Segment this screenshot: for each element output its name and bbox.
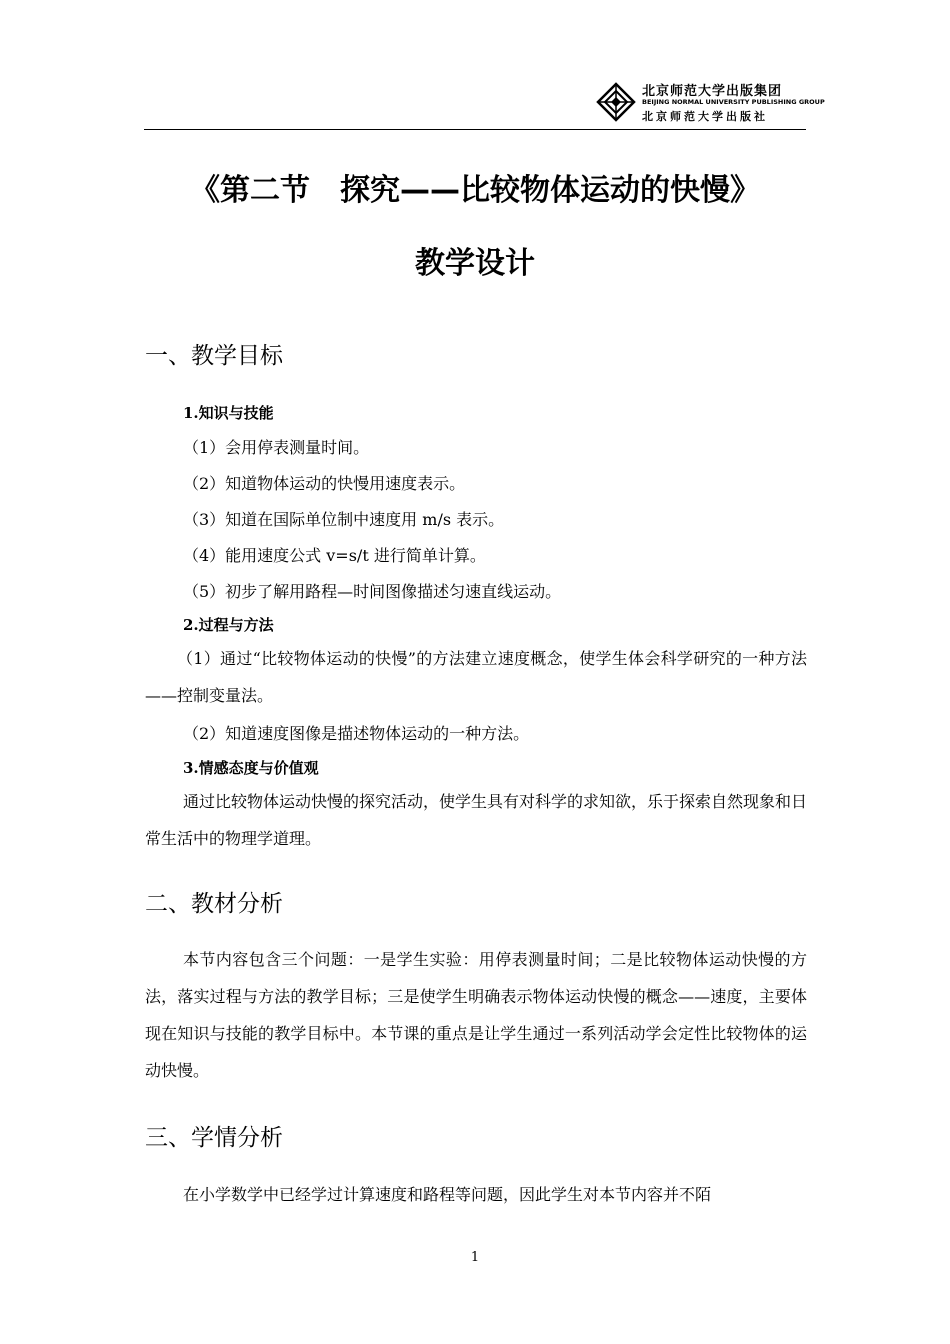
list-item: （5）初步了解用路程—时间图像描述匀速直线运动。 (183, 582, 562, 601)
list-item: （2）知道物体运动的快慢用速度表示。 (183, 474, 466, 493)
paragraph-student-analysis: 在小学数学中已经学过计算速度和路程等问题，因此学生对本节内容并不陌 (183, 1185, 712, 1204)
subheading-process-methods: 2.过程与方法 (183, 616, 274, 634)
paragraph-process-item-1: （1）通过“比较物体运动的快慢”的方法建立速度概念，使学生体会科学研究的一种方法——控制变量法。 (145, 649, 807, 705)
publisher-emblem-icon (596, 82, 636, 122)
paragraph-textbook-analysis: 本节内容包含三个问题：一是学生实验：用停表测量时间；二是比较物体运动快慢的方法，落实过程与方法的教学目标；三是使学生明确表示物体运动快慢的概念——速度，主要体现在知识与技能的教学目标中。本节课的重点是让学生通过一系列活动学会定性比较物体的运动快慢。 (145, 950, 807, 1080)
document-title: 《第二节 探究——比较物体运动的快慢》 (190, 173, 760, 208)
paragraph-attitudes: 通过比较物体运动快慢的探究活动，使学生具有对科学的求知欲，乐于探索自然现象和日常生活中的物理学道理。 (145, 792, 808, 848)
list-item: （2）知道速度图像是描述物体运动的一种方法。 (183, 724, 530, 743)
header-divider (144, 129, 806, 130)
subheading-attitudes-values: 3.情感态度与价值观 (183, 759, 319, 777)
list-item: （4）能用速度公式 v=s/t 进行简单计算。 (183, 546, 486, 565)
publisher-logo (596, 80, 825, 124)
list-item: （1）会用停表测量时间。 (183, 438, 370, 457)
publisher-name-cn-secondary: 北京师范大学出版社 (642, 110, 768, 123)
section-heading-student-analysis: 三、学情分析 (145, 1125, 283, 1151)
publisher-name-cn: 北京师范大学出版集团 (642, 84, 783, 99)
subheading-knowledge-skills: 1.知识与技能 (183, 404, 274, 422)
list-item: （3）知道在国际单位制中速度用 m/s 表示。 (183, 510, 505, 529)
section-heading-textbook-analysis: 二、教材分析 (145, 891, 283, 917)
page-number: 1 (470, 1250, 480, 1265)
publisher-name-en: BEIJING NORMAL UNIVERSITY PUBLISHING GROUP (642, 98, 825, 106)
document-subtitle: 教学设计 (415, 246, 535, 281)
section-heading-objectives: 一、教学目标 (145, 343, 283, 369)
